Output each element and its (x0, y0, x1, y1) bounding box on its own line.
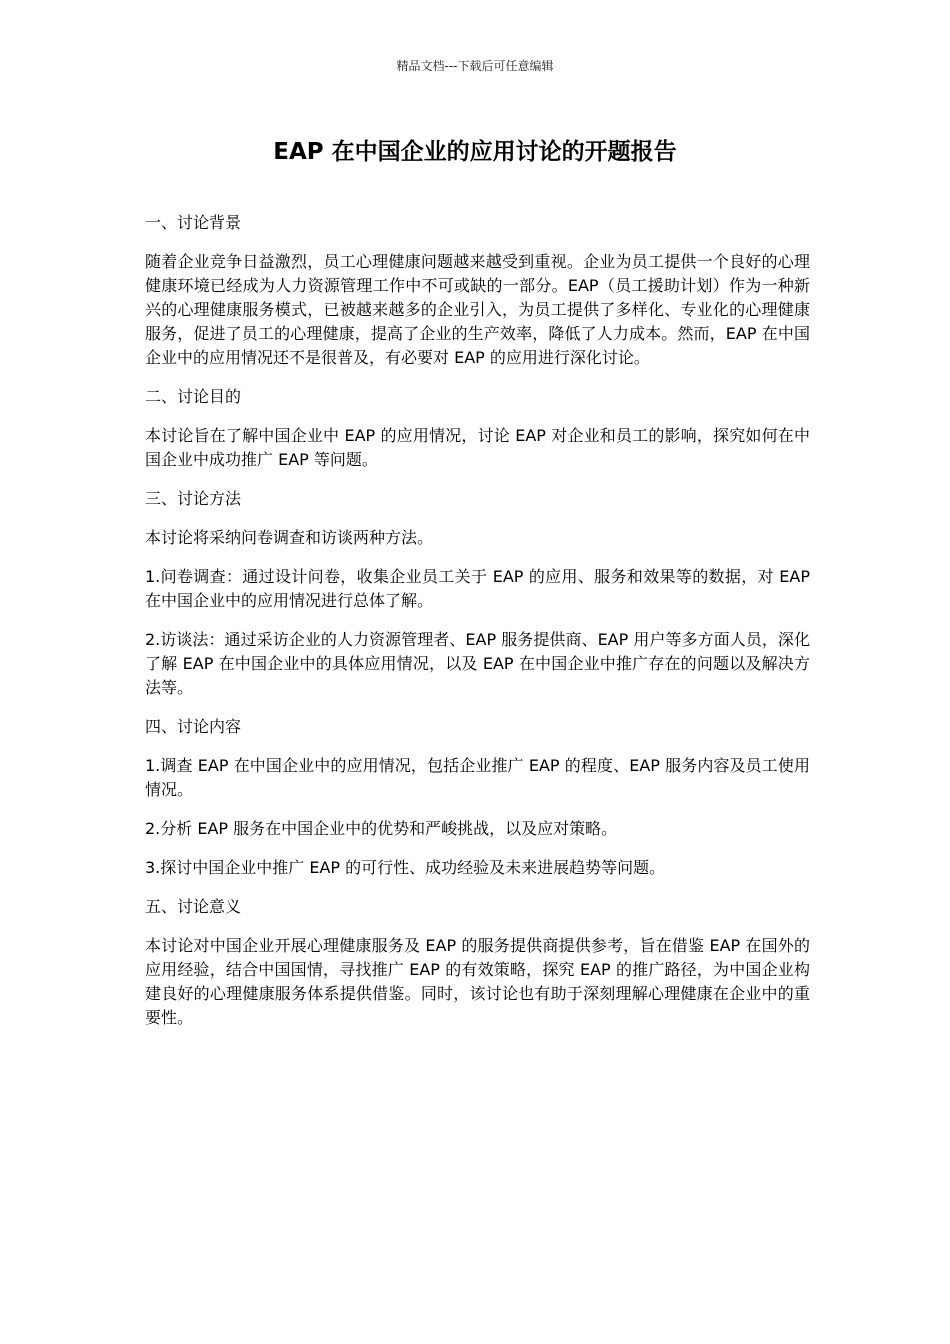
document-title: EAP 在中国企业的应用讨论的开题报告 (273, 139, 677, 165)
paragraph-method-intro: 本讨论将采纳问卷调查和访谈两种方法。 (145, 528, 434, 547)
paragraph-background: 随着企业竞争日益激烈，员工心理健康问题越来越受到重视。企业为员工提供一个良好的心理健康环境已经成为人力资源管理工作中不可或缺的一部分。EAP（员工援助计划）作为一种新兴的心理健康服务模式，已被越来越多的企业引入，为员工提供了多样化、专业化的心理健康服务，促进了员工的心理健康，提高了企业的生产效率，降低了人力成本。然而，EAP 在中国企业中的应用情况还不是很普及，有必要对 EAP 的应用进行深化讨论。 (145, 252, 810, 367)
section-heading-significance: 五、讨论意义 (145, 897, 242, 916)
section-heading-content: 四、讨论内容 (145, 717, 242, 736)
paragraph-content-2: 2.分析 EAP 服务在中国企业中的优势和严峻挑战，以及应对策略。 (145, 819, 618, 838)
paragraph-content-3: 3.探讨中国企业中推广 EAP 的可行性、成功经验及未来进展趋势等问题。 (145, 858, 666, 877)
paragraph-method-survey: 1.问卷调查：通过设计问卷，收集企业员工关于 EAP 的应用、服务和效果等的数据，对 EAP 在中国企业中的应用情况进行总体了解。 (145, 567, 810, 610)
section-heading-purpose: 二、讨论目的 (145, 387, 242, 406)
section-heading-background: 一、讨论背景 (145, 213, 242, 232)
paragraph-purpose: 本讨论旨在了解中国企业中 EAP 的应用情况，讨论 EAP 对企业和员工的影响，探究如何在中国企业中成功推广 EAP 等问题。 (145, 426, 810, 469)
paragraph-method-interview: 2.访谈法：通过采访企业的人力资源管理者、EAP 服务提供商、EAP 用户等多方面人员，深化了解 EAP 在中国企业中的具体应用情况，以及 EAP 在中国企业中推广存在的问题以及解决方法等。 (145, 630, 810, 697)
header-note: 精品文档---下载后可任意编辑 (396, 59, 554, 73)
paragraph-significance: 本讨论对中国企业开展心理健康服务及 EAP 的服务提供商提供参考，旨在借鉴 EAP 在国外的应用经验，结合中国国情，寻找推广 EAP 的有效策略，探究 EAP 的推广路径，为中国企业构建良好的心理健康服务体系提供借鉴。同时，该讨论也有助于深刻理解心理健康在企业中的重要性。 (145, 936, 810, 1027)
paragraph-content-1: 1.调查 EAP 在中国企业中的应用情况，包括企业推广 EAP 的程度、EAP 服务内容及员工使用情况。 (145, 756, 810, 799)
section-heading-method: 三、讨论方法 (145, 489, 242, 508)
document-body (145, 211, 810, 1045)
